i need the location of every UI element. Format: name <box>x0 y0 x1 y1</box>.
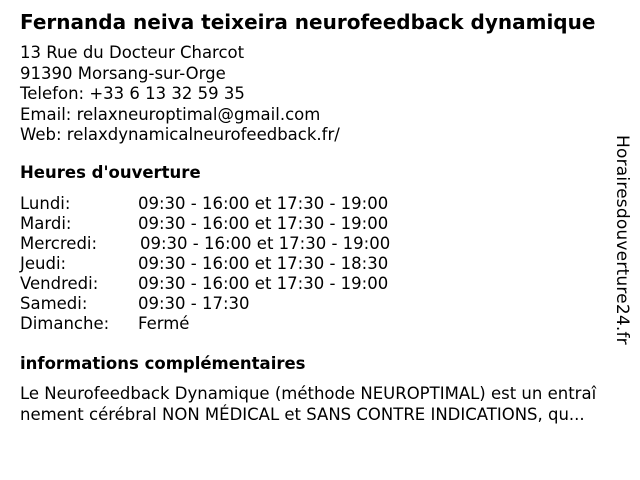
phone-line[interactable]: Telefon: +33 6 13 32 59 35 <box>20 84 245 103</box>
address-city: 91390 Morsang-sur-Orge <box>20 63 226 83</box>
time-value: 09:30 - 16:00 et 17:30 - 18:30 <box>138 254 389 273</box>
hours-row-friday <box>20 274 440 294</box>
contact-block <box>20 43 340 146</box>
time-value: 09:30 - 17:30 <box>138 294 250 313</box>
hours-row-saturday <box>20 294 440 314</box>
day-label: Lundi: <box>20 194 71 213</box>
day-label: Dimanche: <box>20 314 110 333</box>
time-value: 09:30 - 16:00 et 17:30 - 19:00 <box>138 274 389 293</box>
hours-row-thursday <box>20 254 440 274</box>
info-description <box>20 383 628 425</box>
page-title: Fernanda neiva teixeira neurofeedback dynamique <box>20 10 596 34</box>
day-label: Mercredi: <box>20 234 98 253</box>
hours-row-monday <box>20 194 440 214</box>
site-watermark: Horairesdouverture24.fr <box>612 135 632 345</box>
hours-table <box>20 194 440 334</box>
day-label: Mardi: <box>20 214 72 233</box>
time-value: 09:30 - 16:00 et 17:30 - 19:00 <box>140 234 391 253</box>
day-label: Vendredi: <box>20 274 99 293</box>
web-line[interactable]: Web: relaxdynamicalneurofeedback.fr/ <box>20 125 340 144</box>
hours-row-wednesday <box>20 234 440 254</box>
address-street: 13 Rue du Docteur Charcot <box>20 43 245 62</box>
day-label: Samedi: <box>20 294 88 313</box>
time-value: Fermé <box>138 314 190 333</box>
email-line[interactable]: Email: relaxneuroptimal@gmail.com <box>20 104 321 124</box>
day-label: Jeudi: <box>20 254 67 273</box>
hours-row-tuesday <box>20 214 440 234</box>
time-value: 09:30 - 16:00 et 17:30 - 19:00 <box>138 214 389 233</box>
hours-heading: Heures d'ouverture <box>20 163 201 182</box>
info-heading: informations complémentaires <box>20 354 306 373</box>
hours-row-sunday <box>20 314 440 334</box>
info-line: Le Neurofeedback Dynamique (méthode NEUROPTIMAL) est un entraî <box>20 384 597 403</box>
info-line: nement cérébral NON MÉDICAL et SANS CONTRE INDICATIONS, qu... <box>20 405 585 424</box>
time-value: 09:30 - 16:00 et 17:30 - 19:00 <box>138 194 389 213</box>
